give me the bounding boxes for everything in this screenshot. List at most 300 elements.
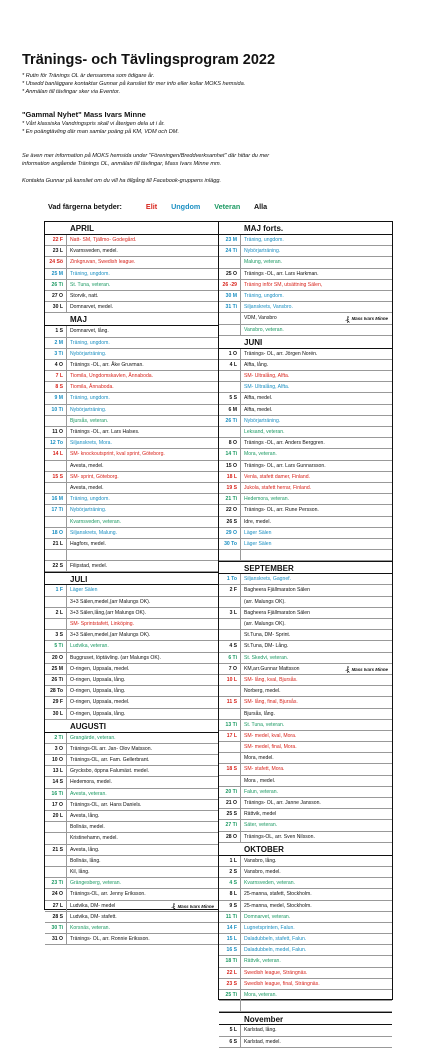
schedule-row xyxy=(45,664,218,675)
event-text: Tränings -OL, arr. Åke Gruvman. xyxy=(70,361,144,368)
schedule-row xyxy=(219,382,392,393)
event-date: 18 Ti xyxy=(219,956,241,966)
note-line: * Vårt klassiska Vandringspris skall vi återigen dela ut i år. xyxy=(22,121,165,127)
schedule-row xyxy=(45,550,218,561)
schedule-right-column xyxy=(218,221,393,1045)
schedule-row xyxy=(45,585,218,596)
schedule-row xyxy=(45,619,218,630)
event-text: Karlstad, lång. xyxy=(244,1027,277,1034)
runner-icon xyxy=(345,666,350,673)
schedule-row xyxy=(45,641,218,652)
event-date xyxy=(219,686,241,696)
mass-ivars-minne-label: Mass Ivars Minne xyxy=(351,666,388,672)
event-text: Avesta, medel. xyxy=(70,484,104,491)
event-date: 31 O xyxy=(45,934,67,944)
event-date xyxy=(219,1001,241,1011)
schedule-row xyxy=(45,755,218,766)
schedule-row xyxy=(45,461,218,472)
event-date: 5 L xyxy=(219,1025,241,1035)
event-date xyxy=(219,257,241,267)
event-text: Kvarnsveden, medel. xyxy=(70,248,118,255)
schedule-row xyxy=(219,832,392,843)
event-text: Bjursås, lång. xyxy=(244,710,275,717)
event-date xyxy=(45,416,67,426)
schedule-row xyxy=(219,856,392,867)
event-text: Siljanskrets, Gagnef. xyxy=(244,576,291,583)
schedule-row xyxy=(45,608,218,619)
info-line: Se även mer information på MOKS hemsida under "Föreningen/Breddverksamhet" där hittar du mer xyxy=(22,153,270,159)
schedule-row xyxy=(45,697,218,708)
event-text: Tränings-OL, arr. Jenny Eriksson. xyxy=(70,891,146,898)
event-text: Domnarvet, veteran. xyxy=(244,913,291,920)
event-text: Domnarvet, medel. xyxy=(70,304,114,311)
event-text: Nybörjarträning. xyxy=(70,406,107,413)
schedule-row xyxy=(219,630,392,641)
event-date: 30 Ti xyxy=(45,923,67,933)
event-text: O-ringen, Uppsala, medel. xyxy=(70,699,130,706)
schedule-row xyxy=(219,619,392,630)
schedule-row xyxy=(219,269,392,280)
event-text: Träning, ungdom. xyxy=(244,237,284,243)
event-text: Falun, veteran. xyxy=(244,788,278,795)
event-text xyxy=(67,550,218,560)
event-text: Swedish league, final, Strängnäs. xyxy=(244,980,320,987)
event-date xyxy=(219,550,241,560)
event-text: Tiomila, Ungdomskavlen, Ånnaboda. xyxy=(70,373,154,380)
event-date: 27 Ti xyxy=(219,820,241,830)
event-date: 12 To xyxy=(45,438,67,448)
event-date: 28 To xyxy=(45,686,67,696)
event-text: Avesta, lång. xyxy=(70,813,100,819)
event-text: Ludvika, DM- stafett. xyxy=(70,913,117,920)
runner-icon xyxy=(345,316,350,323)
schedule-row xyxy=(219,923,392,934)
event-date: 17 O xyxy=(45,800,67,810)
schedule-row xyxy=(219,597,392,608)
event-text xyxy=(241,550,392,560)
schedule-row xyxy=(219,934,392,945)
mass-ivars-minne-badge xyxy=(345,313,388,324)
event-date xyxy=(45,856,67,866)
event-date: 23 L xyxy=(45,246,67,256)
event-date: 25 M xyxy=(45,664,67,674)
event-date: 28 O xyxy=(219,832,241,842)
event-text: Läger Sälen xyxy=(70,587,98,594)
event-date: 26 -29 xyxy=(219,280,241,290)
event-text: Läger Sälen xyxy=(244,540,272,547)
schedule-row xyxy=(219,1025,392,1036)
schedule-row xyxy=(219,325,392,336)
schedule-row xyxy=(45,845,218,856)
event-text: Siljanskrets, Vansbro. xyxy=(244,304,293,311)
event-date: 22 O xyxy=(219,505,241,515)
event-date: 20 Ti xyxy=(219,787,241,797)
event-date: 4 S xyxy=(219,641,241,651)
schedule-row xyxy=(45,653,218,664)
event-text: KM,arr.Gunnar Mattsson xyxy=(244,665,300,672)
event-text: Karlstad, medel. xyxy=(244,1038,281,1045)
schedule-row xyxy=(219,517,392,528)
event-text: Mora , medel. xyxy=(244,777,276,784)
schedule-row xyxy=(219,641,392,652)
event-date xyxy=(219,753,241,763)
schedule-row xyxy=(45,709,218,720)
color-legend xyxy=(48,202,279,211)
event-text: 25-manna, medel, Stockholm. xyxy=(244,902,312,909)
event-date: 14 Ti xyxy=(219,449,241,459)
schedule-row xyxy=(45,472,218,483)
event-date: 9 M xyxy=(45,393,67,403)
event-text: Vansbro, medel. xyxy=(244,868,281,875)
schedule-row xyxy=(219,472,392,483)
event-date: 1 S xyxy=(45,326,67,336)
note-line: * Rutin för Tränings OL är densamma som tidigare år. xyxy=(22,73,155,79)
schedule-row xyxy=(219,979,392,990)
schedule-row xyxy=(219,461,392,472)
event-date: 26 S xyxy=(219,517,241,527)
event-date: 31 Ti xyxy=(219,302,241,312)
event-text: Mora, veteran. xyxy=(244,992,277,998)
schedule-row xyxy=(45,789,218,800)
contact-text: Kontakta Gunnar på kansliet om du vill ha tillgång till Facebook-gruppens inlägg. xyxy=(22,178,222,184)
schedule-row xyxy=(219,539,392,550)
schedule-row xyxy=(219,393,392,404)
schedule-row xyxy=(219,764,392,775)
event-text: Träning, ungdom. xyxy=(70,496,110,503)
event-date xyxy=(219,427,241,437)
event-date: 15 O xyxy=(219,461,241,471)
event-date: 13 L xyxy=(45,766,67,776)
event-date xyxy=(219,313,241,323)
schedule-row xyxy=(45,766,218,777)
event-text: 3+3 Sälen,medel,(arr Malungs OK). xyxy=(70,632,151,639)
schedule-row xyxy=(219,990,392,1001)
event-text: Avesta, veteran. xyxy=(70,790,107,797)
schedule-row xyxy=(219,878,392,889)
schedule-row xyxy=(45,382,218,393)
event-text: Läger Sälen xyxy=(244,529,272,536)
schedule-row xyxy=(45,934,218,945)
schedule-row xyxy=(219,809,392,820)
event-date xyxy=(219,709,241,719)
event-date xyxy=(219,371,241,381)
info-text xyxy=(22,152,269,168)
schedule-row xyxy=(219,313,392,324)
event-text: Daladubbeln, medel, Falun. xyxy=(244,947,307,954)
note-line: * Anmälan till tävlingar sker via Eventor. xyxy=(22,89,121,95)
event-text: Mora, medel. xyxy=(244,755,274,762)
event-text: Jukola, stafett herrar, Finland. xyxy=(244,484,312,491)
event-date: 21 Ti xyxy=(219,494,241,504)
schedule-row xyxy=(45,438,218,449)
month-header: MAJ forts. xyxy=(219,222,392,235)
info-line: information angående Tränings OL, anmälan till tävlingar, Mass Ivars Minne mm. xyxy=(22,161,222,167)
event-text: Tränings-OL, arr. Hans Daniels. xyxy=(70,801,142,808)
mass-ivars-minne-label: Mass Ivars Minne xyxy=(351,316,388,322)
schedule-row xyxy=(219,912,392,923)
event-text: SM- sprint, Göteborg. xyxy=(70,473,119,480)
schedule-row xyxy=(219,1037,392,1048)
event-text: Alfta, lång. xyxy=(244,361,269,368)
event-date: 24 Ti xyxy=(219,246,241,256)
event-text: Domnarvet, lång. xyxy=(70,328,109,335)
schedule-row xyxy=(45,539,218,550)
event-text: Rättvik, medel xyxy=(244,811,277,818)
schedule-row xyxy=(219,787,392,798)
event-text: O-ringen, Uppsala, medel. xyxy=(70,665,130,672)
event-date: 11 Ti xyxy=(219,912,241,922)
event-text: Bjursås, veteran. xyxy=(70,417,109,424)
event-text: Träning inför SM, utsättning Sälen, xyxy=(244,281,323,288)
legend-label: Vad färgerna betyder: xyxy=(48,202,122,211)
event-text: O-ringen, Uppsala, lång. xyxy=(70,688,126,695)
event-date xyxy=(45,517,67,527)
event-date: 27 L xyxy=(45,901,67,911)
event-text: St. Tuna, veteran. xyxy=(244,721,285,728)
schedule-row xyxy=(45,427,218,438)
event-date: 2 Ti xyxy=(45,733,67,743)
event-text: Siljanskrets, Malung. xyxy=(70,529,117,536)
event-date: 1 F xyxy=(45,585,67,595)
event-text: SM- Ultralång, Alfta. xyxy=(244,384,290,391)
schedule-row xyxy=(45,561,218,572)
event-date: 20 L xyxy=(45,811,67,821)
event-date: 1 To xyxy=(219,574,241,584)
event-text: Tiomila, Ånnaboda. xyxy=(70,384,114,391)
schedule-row xyxy=(219,280,392,291)
event-date xyxy=(45,461,67,471)
event-date: 10 Ti xyxy=(45,405,67,415)
mass-ivars-minne-badge xyxy=(345,664,388,675)
event-date: 6 Ti xyxy=(219,653,241,663)
event-text: Säter, veteran. xyxy=(244,822,278,829)
schedule-row xyxy=(45,630,218,641)
event-date: 18 L xyxy=(219,472,241,482)
schedule-row xyxy=(45,517,218,528)
event-text: Daladubbeln, stafett, Falun. xyxy=(244,936,307,943)
schedule-row xyxy=(45,675,218,686)
event-text: Tränings- OL, arr. Lars Gunnarsson. xyxy=(244,462,326,469)
event-date: 6 M xyxy=(219,405,241,415)
schedule-row xyxy=(45,811,218,822)
schedule-row xyxy=(219,697,392,708)
event-text: St. Skedvi, veteran. xyxy=(244,654,289,661)
event-text: Rättvik, veteran. xyxy=(244,958,281,965)
event-date: 1 L xyxy=(219,856,241,866)
schedule-row xyxy=(219,675,392,686)
event-date: 26 Ti xyxy=(219,416,241,426)
event-text: Tränings- OL, arr. Jörgen Norén. xyxy=(244,350,318,357)
schedule-row xyxy=(219,742,392,753)
event-text: (arr. Malungs OK). xyxy=(244,598,286,605)
schedule-row xyxy=(219,574,392,585)
schedule-row xyxy=(219,776,392,787)
event-date: 15 L xyxy=(219,934,241,944)
event-date: 10 O xyxy=(45,755,67,765)
event-text: Avesta, lång. xyxy=(70,846,100,853)
event-date: 30 L xyxy=(45,302,67,312)
schedule-row xyxy=(45,505,218,516)
event-date xyxy=(219,382,241,392)
month-header: MAJ xyxy=(45,313,218,326)
schedule-row xyxy=(45,302,218,313)
event-text: Kristinehamn, medel. xyxy=(70,835,118,842)
schedule-row xyxy=(45,326,218,337)
event-text: Grycksbo, öppna Falumäst. medel. xyxy=(70,768,149,775)
event-date: 25 S xyxy=(219,809,241,819)
schedule-row xyxy=(45,800,218,811)
schedule-row xyxy=(219,720,392,731)
event-text: O-ringen, Uppsala, lång. xyxy=(70,676,126,683)
event-date: 2 L xyxy=(45,608,67,618)
event-date: 25 M xyxy=(45,269,67,279)
event-date xyxy=(45,833,67,843)
event-text: Tränings- OL, arr. Ronnie Eriksson. xyxy=(70,936,150,943)
schedule-row xyxy=(45,280,218,291)
event-date xyxy=(45,619,67,629)
event-date: 16 Ti xyxy=(45,789,67,799)
schedule-row xyxy=(45,235,218,246)
event-text: Kvarnsveden, veteran. xyxy=(244,880,295,887)
event-date: 16 M xyxy=(45,494,67,504)
schedule-row xyxy=(45,246,218,257)
event-date: 29 O xyxy=(219,528,241,538)
event-date: 4 S xyxy=(219,878,241,888)
event-text: Bollnäs, lång. xyxy=(70,857,101,864)
event-text: Bollnäs, medel. xyxy=(70,824,105,831)
schedule-row xyxy=(219,956,392,967)
event-text: Tränings -OL, arr. Anders Berggren. xyxy=(244,440,325,447)
schedule-row xyxy=(45,371,218,382)
mass-ivars-minne-badge xyxy=(171,901,214,912)
event-date xyxy=(219,742,241,752)
event-text: Tränings-OL, arr. Fam. Gellerbrant. xyxy=(70,757,150,764)
schedule-row xyxy=(219,371,392,382)
event-text: SM- medel, final, Mora. xyxy=(244,744,297,751)
event-date: 23 Ti xyxy=(45,878,67,888)
event-text: Hagfors, medel. xyxy=(70,540,106,547)
event-date: 10 L xyxy=(219,675,241,685)
event-date: 18 S xyxy=(219,764,241,774)
schedule-row xyxy=(45,686,218,697)
event-text: Tränings -OL, arr. Lars Halses. xyxy=(70,429,140,435)
event-text: Alfta, medel. xyxy=(244,395,273,402)
event-text: Leksand, veteran. xyxy=(244,429,285,435)
event-text: St.Tuna, DM- Sprint. xyxy=(244,632,291,639)
schedule-row xyxy=(45,822,218,833)
event-date xyxy=(219,776,241,786)
event-date: 2 M xyxy=(45,338,67,348)
schedule-row xyxy=(45,291,218,302)
schedule-row xyxy=(219,731,392,742)
event-date: 17 Ti xyxy=(45,505,67,515)
schedule-row xyxy=(219,257,392,268)
schedule-row xyxy=(45,269,218,280)
event-text: SM- medel, kval, Mora. xyxy=(244,732,297,739)
schedule-row xyxy=(45,528,218,539)
event-date xyxy=(219,325,241,335)
event-date: 6 S xyxy=(219,1037,241,1047)
schedule-row xyxy=(219,494,392,505)
event-text: 3+3 Sälen,lång,(arr Malungs OK). xyxy=(70,609,147,616)
event-date: 3 O xyxy=(45,744,67,754)
event-text: Hedemora, veteran. xyxy=(244,496,290,503)
schedule-row xyxy=(219,235,392,246)
event-text: Träning, ungdom. xyxy=(70,339,110,346)
schedule-row xyxy=(45,349,218,360)
event-text: Träning, ungdom. xyxy=(70,270,110,277)
event-text: VDM, Vansbro xyxy=(244,315,277,322)
event-date: 9 S xyxy=(219,901,241,911)
schedule-row xyxy=(219,820,392,831)
event-text: Swedish league, Strängnäs. xyxy=(244,969,308,976)
note-line: * Utsedd banläggare kontaktar Gunnar på kansliet för mer info eller kollar MOKS hemsida. xyxy=(22,81,246,87)
event-date: 2 S xyxy=(219,867,241,877)
schedule-row xyxy=(219,585,392,596)
schedule-row xyxy=(45,833,218,844)
event-text: Lugnetsprinten, Falun. xyxy=(244,924,295,931)
schedule-row xyxy=(45,901,218,912)
event-date: 8 O xyxy=(219,438,241,448)
event-date: 11 O xyxy=(45,427,67,437)
schedule-row xyxy=(219,901,392,912)
event-date: 16 S xyxy=(219,945,241,955)
note-line: * En poängtävling där man samlar poäng på KM, VDM och DM. xyxy=(22,129,180,135)
schedule-row xyxy=(219,360,392,371)
event-date: 5 Ti xyxy=(45,641,67,651)
event-date: 5 S xyxy=(219,393,241,403)
event-date: 20 O xyxy=(45,653,67,663)
schedule-row xyxy=(45,777,218,788)
schedule-row xyxy=(45,878,218,889)
event-date: 23 S xyxy=(219,979,241,989)
event-date: 21 O xyxy=(219,798,241,808)
event-date: 24 O xyxy=(45,889,67,899)
event-date: 15 S xyxy=(45,472,67,482)
event-text: Träning, ungdom. xyxy=(70,395,110,402)
event-text: Malung, veteran. xyxy=(244,259,282,266)
event-date: 13 Ti xyxy=(219,720,241,730)
event-text: St. Tuna, veteran. xyxy=(70,281,111,288)
event-text: Ludvika, veteran. xyxy=(70,643,109,650)
schedule-row xyxy=(45,338,218,349)
event-date: 7 O xyxy=(219,664,241,674)
event-date: 14 F xyxy=(219,923,241,933)
event-date: 17 L xyxy=(219,731,241,741)
gammal-nyhet-notes xyxy=(22,120,179,136)
event-text: Träning, ungdom. xyxy=(244,292,284,299)
event-date: 28 S xyxy=(45,912,67,922)
event-text: Kil, lång. xyxy=(70,868,90,875)
schedule-left-column xyxy=(44,221,219,943)
schedule-row xyxy=(219,349,392,360)
event-date: 3 S xyxy=(45,630,67,640)
schedule-row xyxy=(45,923,218,934)
event-date xyxy=(45,483,67,493)
schedule-row xyxy=(45,856,218,867)
event-text: Hedemora, medel. xyxy=(70,779,112,786)
event-date: 22 L xyxy=(219,968,241,978)
event-text: SM- knockoutsprint, kval sprint, Göteborg. xyxy=(70,451,165,458)
schedule-row xyxy=(219,1001,392,1012)
event-date: 22 F xyxy=(45,235,67,245)
event-text: Tränings- OL, arr. Rune Persson. xyxy=(244,507,319,514)
month-header: JUNI xyxy=(219,336,392,349)
schedule-row xyxy=(219,798,392,809)
event-date: 14 S xyxy=(45,777,67,787)
event-text: Buggruset, löptävling. (arr Malungs OK). xyxy=(70,654,161,661)
event-text: Nybörjarträning. xyxy=(70,507,107,514)
